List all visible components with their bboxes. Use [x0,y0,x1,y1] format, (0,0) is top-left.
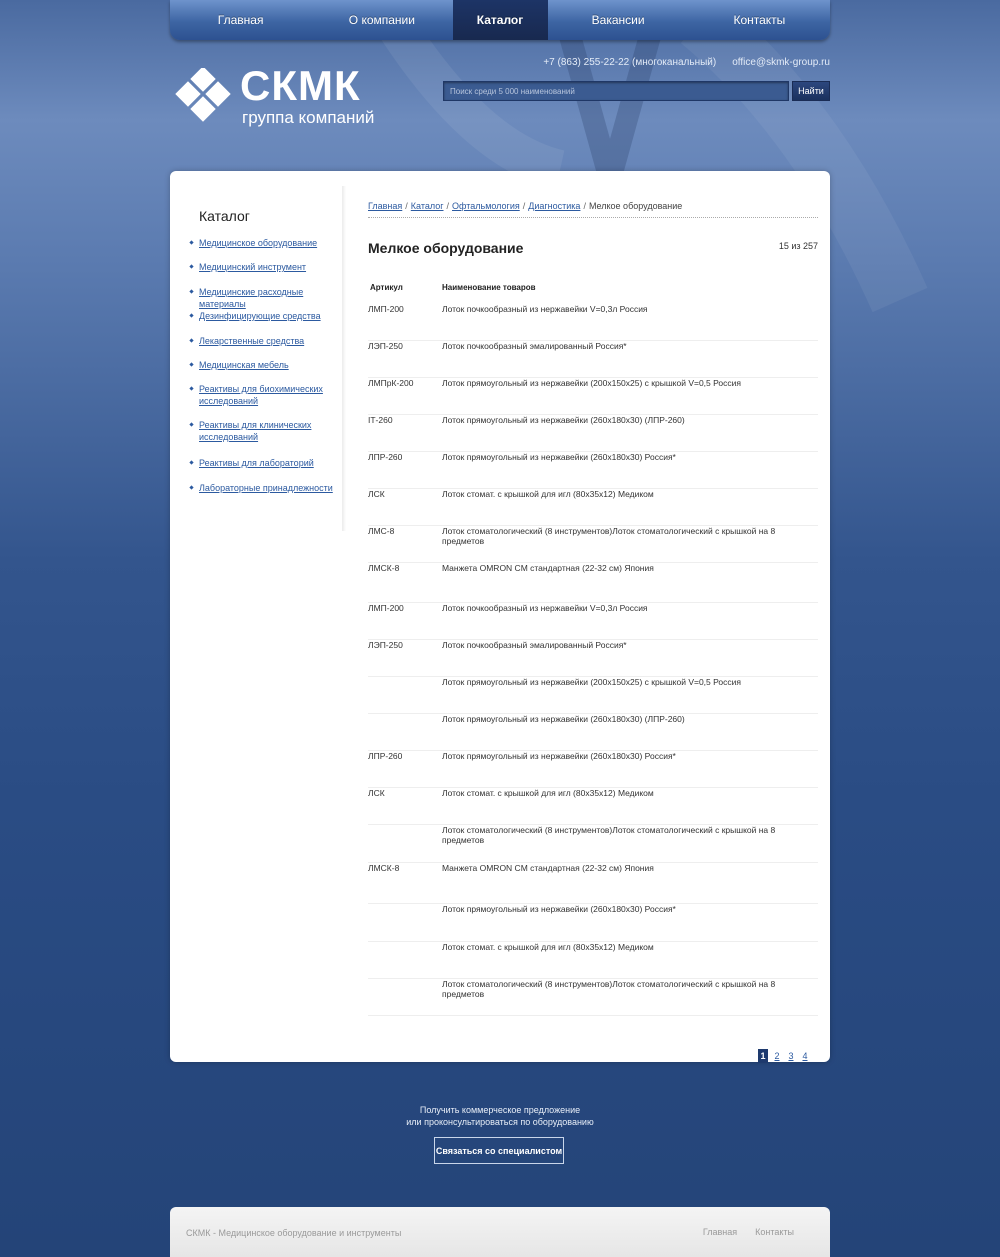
sidebar-link[interactable]: Лекарственные средства [199,336,305,346]
sidebar-divider [342,186,346,531]
table-row[interactable] [368,341,818,378]
content-area [368,201,820,1061]
search-button[interactable]: Найти [792,81,830,101]
footer-link[interactable]: Главная [702,1227,738,1237]
nav-item[interactable]: Главная [217,13,264,27]
product-article: ЛПР-260 [368,452,403,462]
sidebar-link[interactable]: Дезинфицирующие средства [199,311,321,321]
nav-item[interactable]: Каталог [453,0,548,40]
nav-item[interactable]: Контакты [733,13,786,27]
table-row[interactable] [368,640,818,677]
product-article: ЛМП-200 [368,304,404,314]
table-row[interactable] [368,825,818,863]
product-name[interactable]: Лоток прямоугольный из нержавейки (260х180х30) Россия* [442,904,676,914]
product-article: ЛМПрК-200 [368,378,414,388]
table-row[interactable] [368,788,818,825]
sidebar-menu-item [190,335,304,347]
email-link[interactable]: office@skmk-group.ru [732,57,830,68]
table-row[interactable] [368,942,818,979]
product-name[interactable]: Лоток прямоугольный из нержавейки (260х180х30) Россия* [442,452,676,462]
table-row[interactable] [368,677,818,714]
table-row[interactable] [368,415,818,452]
sidebar-link[interactable]: Лабораторные принадлежности [199,483,333,493]
product-article: ЛПР-260 [368,751,403,761]
table-row[interactable] [368,304,818,341]
sidebar-menu-item [190,310,321,322]
breadcrumb-link[interactable]: Диагностика [528,201,581,211]
sidebar-link[interactable]: Медицинское оборудование [199,238,318,248]
table-row[interactable] [368,489,818,526]
nav-item[interactable]: О компании [348,13,415,27]
phone-number: +7 (863) 255-22-22 (многоканальный) [543,57,717,68]
table-row[interactable] [368,751,818,788]
product-name[interactable]: Лоток стоматологический (8 инструментов)Лоток стоматологический с крышкой на 8 предметов [442,825,776,845]
header-contacts [543,57,830,68]
product-article: IТ-260 [368,415,393,425]
product-name[interactable]: Лоток стомат. с крышкой для игл (80х35х12) Медиком [442,942,654,952]
product-name[interactable]: Лоток почкообразный из нержавейки V=0,3л Россия [442,603,648,613]
product-article: ЛМСК-8 [368,863,400,873]
product-name[interactable]: Лоток прямоугольный из нержавейки (260х180х30) (ЛПР-260) [442,415,685,425]
pagination-page-link[interactable]: 4 [802,1051,808,1061]
footer-copyright: СКМК - Медицинское оборудование и инструменты [186,1228,402,1238]
product-name[interactable]: Лоток стомат. с крышкой для игл (80х35х12) Медиком [442,788,654,798]
table-row[interactable] [368,863,818,904]
sidebar-menu-item [190,261,306,273]
product-name[interactable]: Манжета OMRON CM стандартная (22-32 см) Япония [442,563,654,573]
product-article: ЛМСК-8 [368,563,400,573]
product-name[interactable]: Лоток стомат. с крышкой для игл (80х35х12) Медиком [442,489,654,499]
product-name[interactable]: Манжета OMRON CM стандартная (22-32 см) Япония [442,863,654,873]
breadcrumb-link[interactable]: Офтальмология [452,201,520,211]
product-name[interactable]: Лоток стоматологический (8 инструментов)Лоток стоматологический с крышкой на 8 предметов [442,979,776,999]
logo-subtitle: группа компаний [242,108,375,127]
logo[interactable] [170,62,390,134]
product-name[interactable]: Лоток почкообразный эмалированный Россия* [442,341,627,351]
items-counter: 15 из 257 [778,241,818,251]
search-bar [443,81,830,101]
table-row[interactable] [368,563,818,603]
sidebar-link[interactable]: Реактивы для лабораторий [199,458,314,468]
product-article: ЛСК [368,788,385,798]
nav-item[interactable]: Вакансии [591,13,645,27]
table-row[interactable] [368,452,818,489]
column-header-article: Артикул [370,283,403,292]
page-title: Мелкое оборудование [368,240,524,256]
product-name[interactable]: Лоток прямоугольный из нержавейки (200х150х25) с крышкой V=0,5 Россия [442,677,741,687]
contact-specialist-button[interactable]: Связаться со специалистом [434,1137,564,1164]
column-header-name: Наименование товаров [442,283,536,292]
pagination-page-link[interactable]: 2 [774,1051,780,1061]
breadcrumb-separator: / [522,201,526,211]
logo-diamond-icon [170,68,236,134]
pagination-current-page: 1 [758,1049,768,1063]
sidebar-menu-item [190,237,317,249]
breadcrumb-link[interactable]: Главная [368,201,403,211]
pagination-page-link[interactable]: 3 [788,1051,794,1061]
footer-links [703,1227,794,1237]
table-row[interactable] [368,979,818,1016]
product-name[interactable]: Лоток прямоугольный из нержавейки (260х180х30) Россия* [442,751,676,761]
sidebar-menu-item [190,359,289,371]
product-name[interactable]: Лоток почкообразный эмалированный Россия* [442,640,627,650]
footer-link[interactable]: Контакты [755,1227,794,1237]
product-name[interactable]: Лоток прямоугольный из нержавейки (200х150х25) с крышкой V=0,5 Россия [442,378,741,388]
breadcrumb-separator: / [405,201,408,211]
sidebar-menu-item [190,383,340,407]
sidebar-link[interactable]: Медицинская мебель [199,360,289,370]
footer [170,1207,830,1257]
sidebar-link[interactable]: Реактивы для клинических исследований [199,420,312,442]
breadcrumb-separator: / [583,201,586,211]
sidebar [170,171,345,531]
table-row[interactable] [368,714,818,751]
table-row[interactable] [368,603,818,640]
product-name[interactable]: Лоток прямоугольный из нержавейки (260х180х30) (ЛПР-260) [442,714,685,724]
product-article: ЛЭП-250 [368,341,403,351]
sidebar-link[interactable]: Медицинский инструмент [199,262,307,272]
search-input[interactable] [443,81,789,101]
cta-line-2: или проконсультироваться по оборудованию [406,1117,594,1127]
product-article: ЛСК [368,489,385,499]
product-name[interactable]: Лоток стоматологический (8 инструментов)Лоток стоматологический с крышкой на 8 предметов [442,526,776,546]
cta-line-1: Получить коммерческое предложение [419,1105,581,1115]
breadcrumb-separator: / [446,201,450,211]
sidebar-menu-item [190,482,333,494]
sidebar-link[interactable]: Реактивы для биохимических исследований [199,384,323,406]
product-name[interactable]: Лоток почкообразный из нержавейки V=0,3л Россия [442,304,648,314]
sidebar-title: Каталог [199,208,250,224]
product-article: ЛМС-8 [368,526,395,536]
main-panel [170,171,830,1062]
breadcrumb [368,201,818,218]
product-article: ЛМП-200 [368,603,404,613]
breadcrumb-current: Мелкое оборудование [588,201,683,211]
breadcrumb-link[interactable]: Каталог [410,201,444,211]
sidebar-menu-item [190,286,340,310]
table-row[interactable] [368,526,818,563]
cta-text [300,1104,700,1128]
sidebar-link[interactable]: Медицинские расходные материалы [199,287,304,309]
table-row[interactable] [368,378,818,415]
top-navigation [170,0,830,40]
product-table [368,304,818,1016]
pagination [758,1049,810,1063]
logo-title: СКМК [240,62,361,109]
product-article: ЛЭП-250 [368,640,403,650]
sidebar-menu-item [190,419,340,443]
sidebar-menu-item [190,457,314,469]
table-row[interactable] [368,904,818,942]
